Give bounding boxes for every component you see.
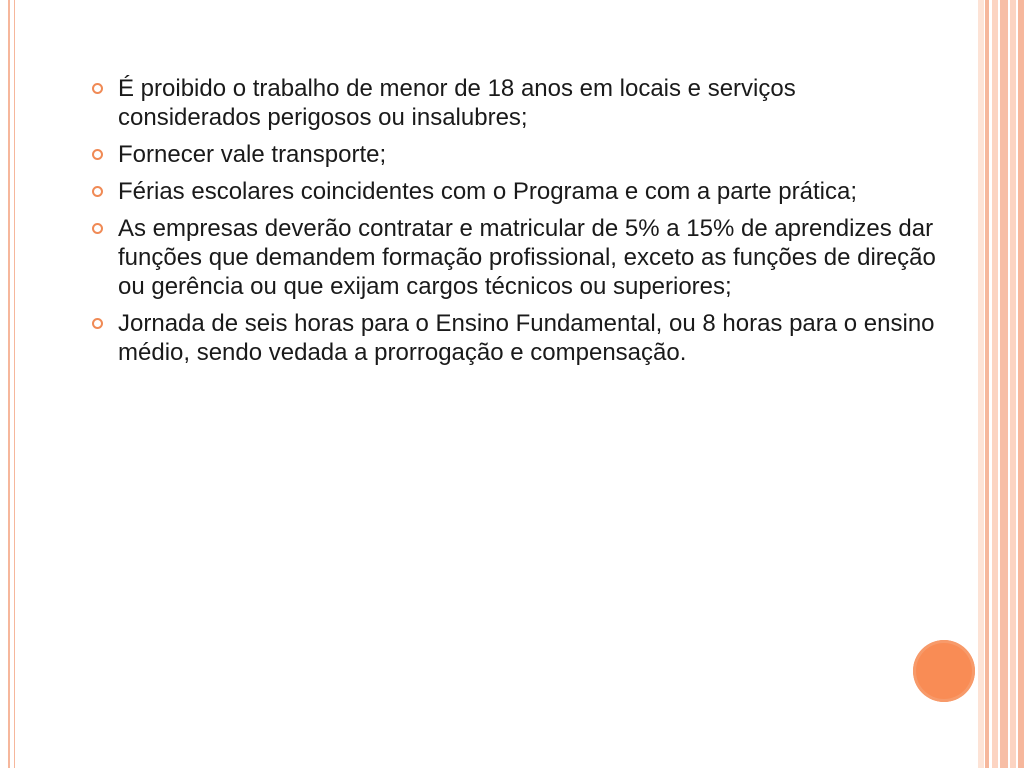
right-stripe (978, 0, 984, 768)
bullet-text: Fornecer vale transporte; (118, 141, 387, 168)
bullet-text: Jornada de seis horas para o Ensino Fundamental, ou 8 horas para o ensino médio, sendo vedada a prorrogação e compensação. (118, 310, 935, 366)
bullet-list (88, 74, 943, 375)
left-border-line (14, 0, 15, 768)
right-stripe (1000, 0, 1008, 768)
bullet-circle-icon (92, 149, 103, 160)
bullet-circle-icon (92, 83, 103, 94)
right-stripe (985, 0, 989, 768)
left-border-line (8, 0, 10, 768)
bullet-text: É proibido o trabalho de menor de 18 anos em locais e serviços considerados perigosos ou insalubres; (118, 75, 796, 131)
list-item (88, 309, 943, 367)
right-stripe (992, 0, 998, 768)
bullet-circle-icon (92, 186, 103, 197)
right-stripe (1018, 0, 1024, 768)
bullet-circle-icon (92, 318, 103, 329)
list-item (88, 177, 943, 206)
list-item (88, 140, 943, 169)
bullet-circle-icon (92, 223, 103, 234)
bullet-text: Férias escolares coincidentes com o Programa e com a parte prática; (118, 178, 857, 205)
bullet-text: As empresas deverão contratar e matricular de 5% a 15% de aprendizes dar funções que demandem formação profissional, exceto as funções de direção ou gerência ou que exijam cargos técnicos ou superiores; (118, 215, 936, 300)
right-stripe (1010, 0, 1016, 768)
decorative-circle (913, 640, 975, 702)
list-item (88, 74, 943, 132)
list-item (88, 214, 943, 301)
